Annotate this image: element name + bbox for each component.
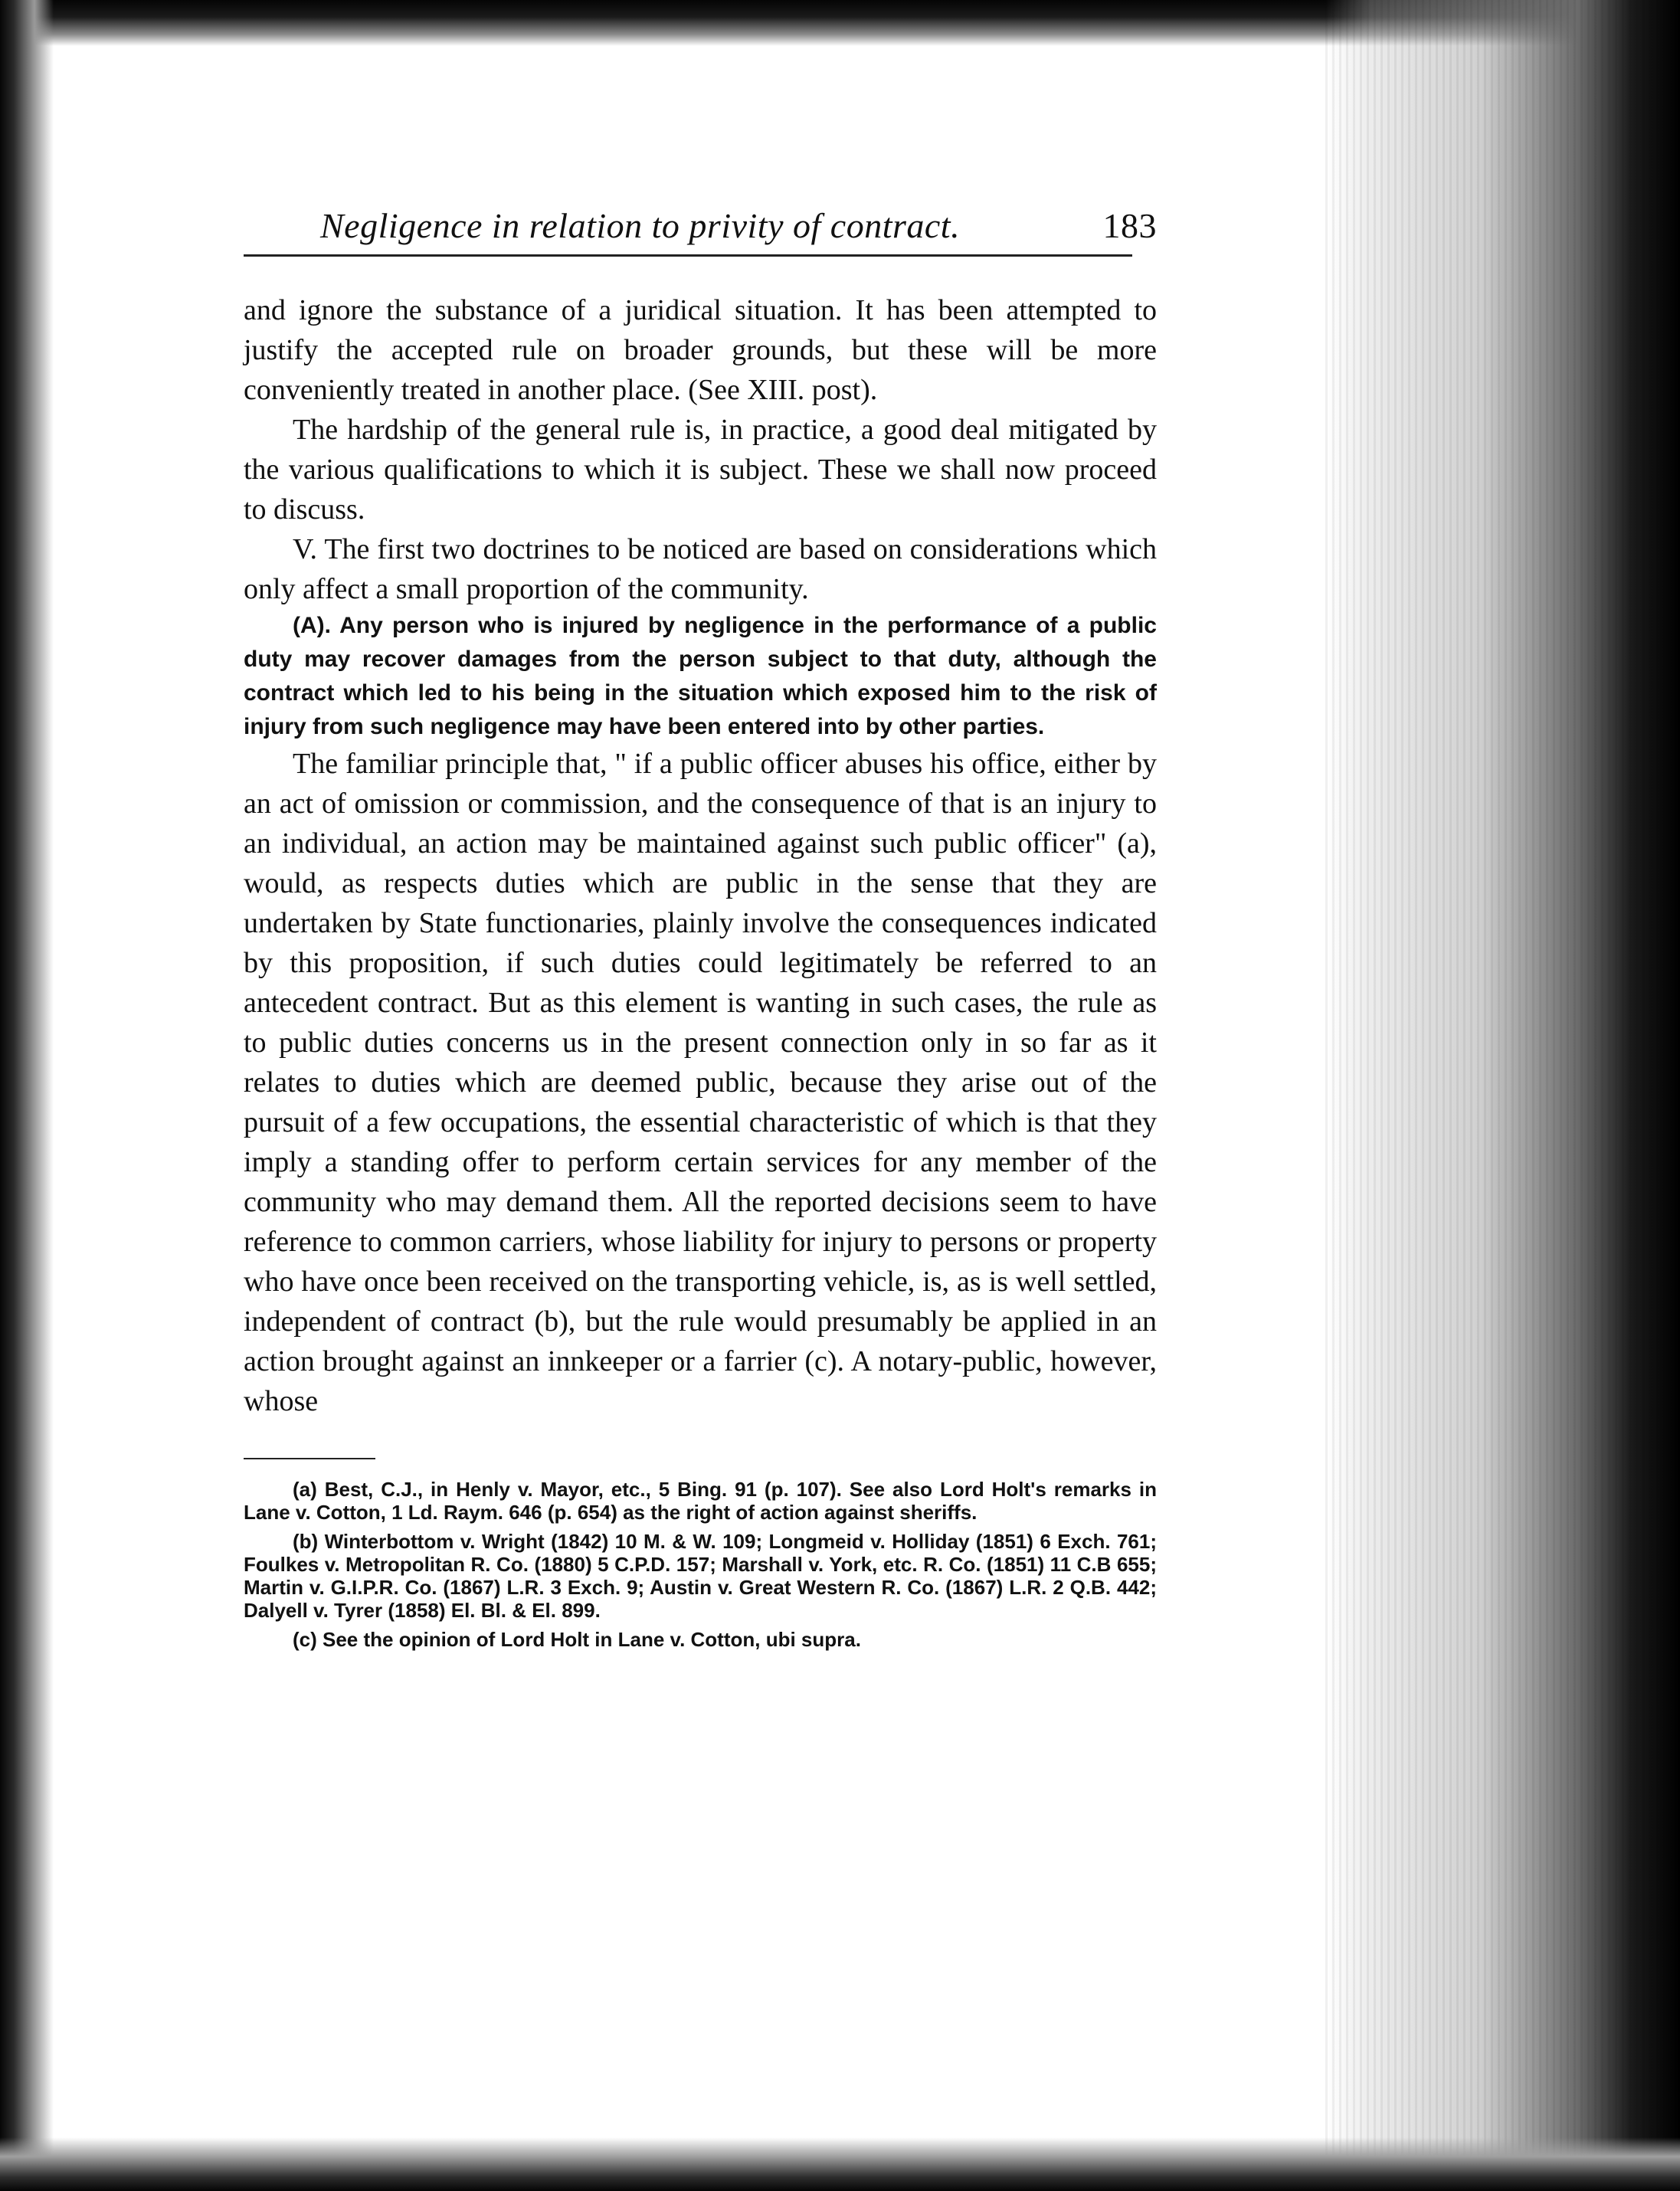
running-head-title: Negligence in relation to privity of contract. <box>320 206 961 245</box>
footnote-a: (a) Best, C.J., in Henly v. Mayor, etc., 5 Bing. 91 (p. 107). See also Lord Holt's remarks in Lane v. Cotton, 1 Ld. Raym. 646 (p. 654) as the right of action against sheriffs. <box>244 1478 1157 1524</box>
paragraph-3: V. The first two doctrines to be noticed are based on considerations which only affect a small proportion of the community. <box>244 533 1157 605</box>
paragraph-1: and ignore the substance of a juridical situation. It has been attempted to justify the accepted rule on broader grounds, but these will be more conveniently treated in another place. (See XIII. post). <box>244 294 1157 406</box>
header-rule <box>244 254 1132 257</box>
footnotes <box>244 1478 1157 1651</box>
footnote-b: (b) Winterbottom v. Wright (1842) 10 M. & W. 109; Longmeid v. Holliday (1851) 6 Exch. 761; Foulkes v. Metropolitan R. Co. (1880) 5 C.P.D. 157; Marshall v. York, etc. R. Co. (1851) 11 C.B 655; Martin v. G.I.P.R. Co. (1867) L.R. 3 Exch. 9; Austin v. Great Western R. Co. (1867) L.R. 2 Q.B. 442; Dalyell v. Tyrer (1858) El. Bl. & El. 899. <box>244 1530 1157 1622</box>
proposition-a: (A). Any person who is injured by negligence in the performance of a public duty may recover damages from the person subject to that duty, although the contract which led to his being in the situation which exposed him to the risk of injury from such negligence may have been entered into by other parties. <box>244 613 1157 739</box>
page-number: 183 <box>1102 206 1157 245</box>
footnote-rule <box>244 1458 375 1459</box>
scan-bottom-edge <box>0 2137 1680 2191</box>
paragraph-2: The hardship of the general rule is, in practice, a good deal mitigated by the various qualifications to which it is subject. These we shall now proceed to discuss. <box>244 414 1157 526</box>
body-text <box>244 290 1157 1421</box>
footnote-c: (c) See the opinion of Lord Holt in Lane v. Cotton, ubi supra. <box>293 1628 861 1651</box>
page <box>244 201 1157 1657</box>
scan-book-edge <box>1325 0 1680 2191</box>
scan-left-edge <box>0 0 54 2191</box>
running-head <box>244 201 1157 254</box>
paragraph-5: The familiar principle that, " if a public officer abuses his office, either by an act of omission or commission, and the consequence of that is an injury to an individual, an action may be maintained against such public officer" (a), would, as respects duties which are public in the sense that they are undertaken by State functionaries, plainly involve the consequences indicated by this proposition, if such duties could legitimately be referred to an antecedent contract. But as this element is wanting in such cases, the rule as to public duties concerns us in the present connection only in so far as it relates to duties which are deemed public, because they arise out of the pursuit of a few occupations, the essential characteristic of which is that they imply a standing offer to perform certain services for any member of the community who may demand them. All the reported decisions seem to have reference to common carriers, whose liability for injury to persons or property who have once been received on the transporting vehicle, is, as is well settled, independent of contract (b), but the rule would presumably be applied in an action brought against an innkeeper or a farrier (c). A notary-public, however, whose <box>244 748 1157 1417</box>
